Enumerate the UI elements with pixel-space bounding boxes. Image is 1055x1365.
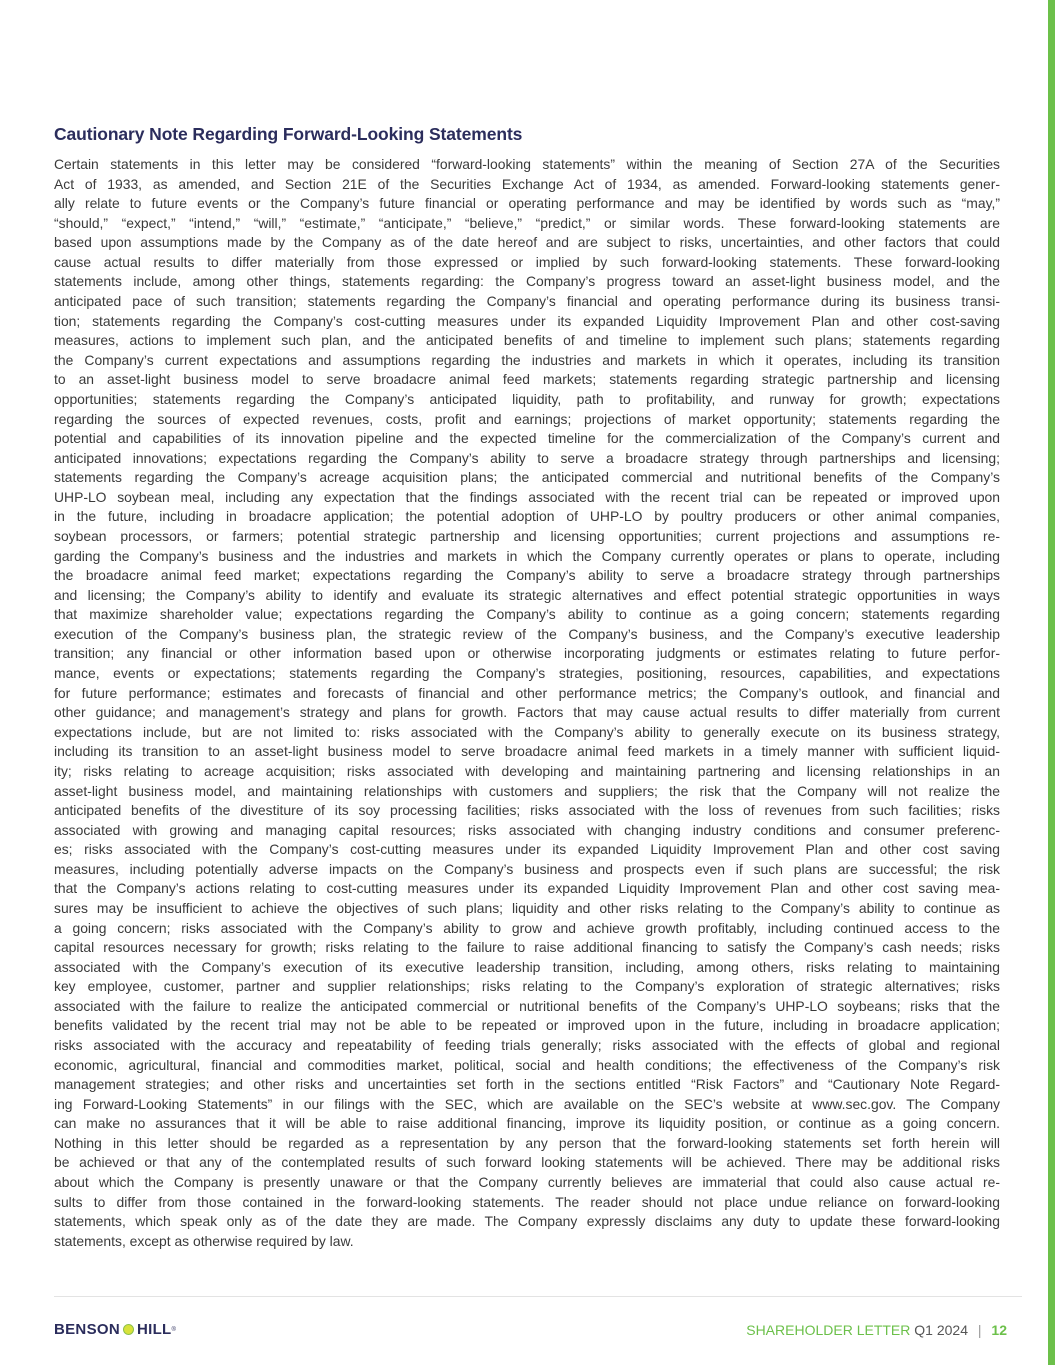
company-logo: [54, 1321, 176, 1338]
text-line: and licensing; the Company’s ability to identify and evaluate its strategic alternatives and effect potential strategic opportunities in ways: [54, 586, 1000, 603]
text-line: for future performance; estimates and forecasts of financial and other performance metrics; the Company’s outlook, and financial and: [54, 684, 1000, 701]
text-line: a going concern; risks associated with the Company’s ability to grow and achieve growth profitably, including continued access to the: [54, 919, 1000, 936]
footer-separator: |: [977, 1322, 982, 1338]
text-line: UHP-LO soybean meal, including any expectation that the findings associated with the recent trial can be repeated or improved upon: [54, 488, 1000, 505]
text-line: ally relate to future events or the Company’s future financial or operating performance and may be identified by words such as “may,”: [54, 195, 1000, 212]
text-line: expectations include, but are not limited to: risks associated with the Company’s ability to generally execute on its business strategy,: [54, 723, 1000, 740]
text-line: can make no assurances that it will be able to raise additional financing, improve its liquidity position, or continue as a going concern.: [54, 1115, 1000, 1132]
text-line: asset-light business model, and maintaining relationships with customers and suppliers; the risk that the Company will not realize the: [54, 782, 1000, 799]
text-line: management strategies; and other risks and uncertainties set forth in the sections entitled “Risk Factors” and “Cautionary Note Regard-: [54, 1076, 1000, 1093]
text-line: potential and capabilities of its innovation pipeline and the expected timeline for the commercialization of the Company’s current and: [54, 430, 1000, 447]
accent-side-bar: [1048, 0, 1055, 1365]
document-label: SHAREHOLDER LETTER: [746, 1322, 911, 1338]
text-line: statements, which speak only as of the date they are made. The Company expressly disclaims any duty to update these forward-looking: [54, 1213, 1000, 1230]
text-line: risks associated with the accuracy and repeatability of feeding trials generally; risks associated with the effects of global and regional: [54, 1037, 1000, 1054]
text-line: statements regarding the Company’s acreage acquisition plans; the anticipated commercial and nutritional benefits of the Company’s: [54, 469, 1000, 486]
text-line: associated with the failure to realize the anticipated commercial or nutritional benefits of the Company’s UHP-LO soybeans; risks that the: [54, 997, 1000, 1014]
registered-mark: ®: [171, 1326, 177, 1333]
text-line: other guidance; and management’s strategy and plans for growth. Factors that may cause actual results to differ materially from current: [54, 704, 1000, 721]
text-line: Act of 1933, as amended, and Section 21E of the Securities Exchange Act of 1934, as amended. Forward-looking statements gener-: [54, 175, 1000, 192]
text-line: statements include, among other things, statements regarding: the Company’s progress toward an asset-light business model, and the: [54, 273, 1000, 290]
text-line: ity; risks relating to acreage acquisition; risks associated with developing and maintaining partnering and licensing relationships in an: [54, 762, 1000, 779]
text-line: Certain statements in this letter may be considered “forward-looking statements” within the meaning of Section 27A of the Securities: [54, 156, 1000, 172]
text-line: garding the Company’s business and the industries and markets in which the Company currently operates or plans to operate, including: [54, 547, 1000, 564]
footer-page-info: [746, 1322, 1007, 1338]
text-line: including its transition to an asset-light business model to serve broadacre animal feed markets in a timely manner with sufficient liquid-: [54, 743, 1000, 760]
document-period: Q1 2024: [914, 1322, 968, 1338]
text-line: transition; any financial or other information based upon or otherwise incorporating judgments or estimates relating to future perfor-: [54, 645, 1000, 662]
text-line: anticipated pace of such transition; statements regarding the Company’s financial and operating performance during its business transi-: [54, 293, 1000, 310]
text-line: anticipated innovations; expectations regarding the Company’s ability to serve a broadacre strategy through partnerships and licensing;: [54, 449, 1000, 466]
text-line: about which the Company is presently unaware or that the Company currently believes are immaterial that could also cause actual re-: [54, 1174, 1000, 1191]
text-line: measures, actions to implement such plan, and the anticipated benefits of and timeline to implement such plans; statements regarding: [54, 332, 1000, 349]
text-line: associated with growing and managing capital resources; risks associated with changing industry conditions and consumer preferenc-: [54, 821, 1000, 838]
text-line: key employee, customer, partner and supplier relationships; risks relating to the Company’s exploration of strategic alternatives; risks: [54, 978, 1000, 995]
text-line: associated with the Company’s execution of its executive leadership transition, including, among others, risks relating to maintaining: [54, 958, 1000, 975]
text-line: opportunities; statements regarding the Company’s anticipated liquidity, path to profitability, and runway for growth; expectations: [54, 390, 1000, 407]
text-line: that maximize shareholder value; expectations regarding the Company’s ability to continue as a going concern; statements regarding: [54, 606, 1000, 623]
text-line: the broadacre animal feed market; expectations regarding the Company’s ability to serve a broadacre strategy through partnerships: [54, 567, 1000, 584]
text-line: be achieved or that any of the contemplated results of such forward looking statements will be achieved. There may be additional risks: [54, 1154, 1000, 1171]
footer-divider: [54, 1296, 1022, 1297]
text-line: sults to differ from those contained in the forward-looking statements. The reader should not place undue reliance on forward-looking: [54, 1193, 1000, 1210]
text-line: mance, events or expectations; statements regarding the Company’s strategies, positioning, resources, capabilities, and expectations: [54, 665, 1000, 682]
text-line: benefits validated by the recent trial may not be able to be repeated or improved upon in the future, including in broadacre application;: [54, 1017, 1000, 1034]
text-line: regarding the sources of expected revenues, costs, profit and earnings; projections of market opportunity; statements regarding the: [54, 410, 1000, 427]
text-line: statements, except as otherwise required by law.: [54, 1232, 354, 1249]
text-line: economic, agricultural, financial and commodities market, political, social and health conditions; the effectiveness of the Company’s risk: [54, 1056, 1000, 1073]
text-line: ing Forward-Looking Statements” in our filings with the SEC, which are available on the SEC’s website at www.sec.gov. The Company: [54, 1095, 1000, 1112]
text-line: Nothing in this letter should be regarded as a representation by any person that the forward-looking statements set forth herein will: [54, 1134, 1000, 1151]
text-line: measures, including potentially adverse impacts on the Company’s business and prospects even if such plans are successful; the risk: [54, 860, 1000, 877]
logo-text-benson: BENSON: [54, 1321, 120, 1338]
text-line: execution of the Company’s business plan, the strategic review of the Company’s business, and the Company’s executive leadership: [54, 625, 1000, 642]
logo-dot-icon: [123, 1324, 134, 1335]
text-line: sures may be insufficient to achieve the objectives of such plans; liquidity and other risks relating to the Company’s ability to continue as: [54, 899, 1000, 916]
text-line: soybean processors, or farmers; potential strategic partnership and licensing opportunities; current projections and assumptions re-: [54, 527, 1000, 544]
text-line: in the future, including in broadacre application; the potential adoption of UHP-LO by poultry producers or other animal companies,: [54, 508, 1000, 525]
text-line: capital resources necessary for growth; risks relating to the failure to raise additional financing to satisfy the Company’s cash needs; risks: [54, 939, 1000, 956]
section-heading: Cautionary Note Regarding Forward-Looking Statements: [54, 124, 523, 144]
page-number: 12: [991, 1322, 1007, 1338]
text-line: es; risks associated with the Company’s cost-cutting measures under its expanded Liquidity Improvement Plan and other cost saving: [54, 841, 1000, 858]
logo-text-hill: HILL: [136, 1321, 172, 1338]
text-line: the Company’s current expectations and assumptions regarding the industries and markets in which it operates, including its transition: [54, 351, 1000, 368]
text-line: tion; statements regarding the Company’s cost-cutting measures under its expanded Liquidity Improvement Plan and other cost-saving: [54, 312, 1000, 329]
disclaimer-body: [54, 155, 1000, 1251]
text-line: “should,” “expect,” “intend,” “will,” “estimate,” “anticipate,” “believe,” “predict,” or similar words. These forward-looking statements are: [54, 214, 1000, 231]
text-line: cause actual results to differ materially from those expressed or implied by such forward-looking statements. These forward-looking: [54, 253, 1000, 270]
text-line: that the Company’s actions relating to cost-cutting measures under its expanded Liquidity Improvement Plan and other cost saving mea-: [54, 880, 1000, 897]
text-line: to an asset-light business model to serve broadacre animal feed markets; statements regarding strategic partnership and licensing: [54, 371, 1000, 388]
text-line: anticipated benefits of the divestiture of its soy processing facilities; risks associated with the loss of revenues from such facilities; risks: [54, 802, 1000, 819]
text-line: based upon assumptions made by the Company as of the date hereof and are subject to risks, uncertainties, and other factors that could: [54, 234, 1000, 251]
